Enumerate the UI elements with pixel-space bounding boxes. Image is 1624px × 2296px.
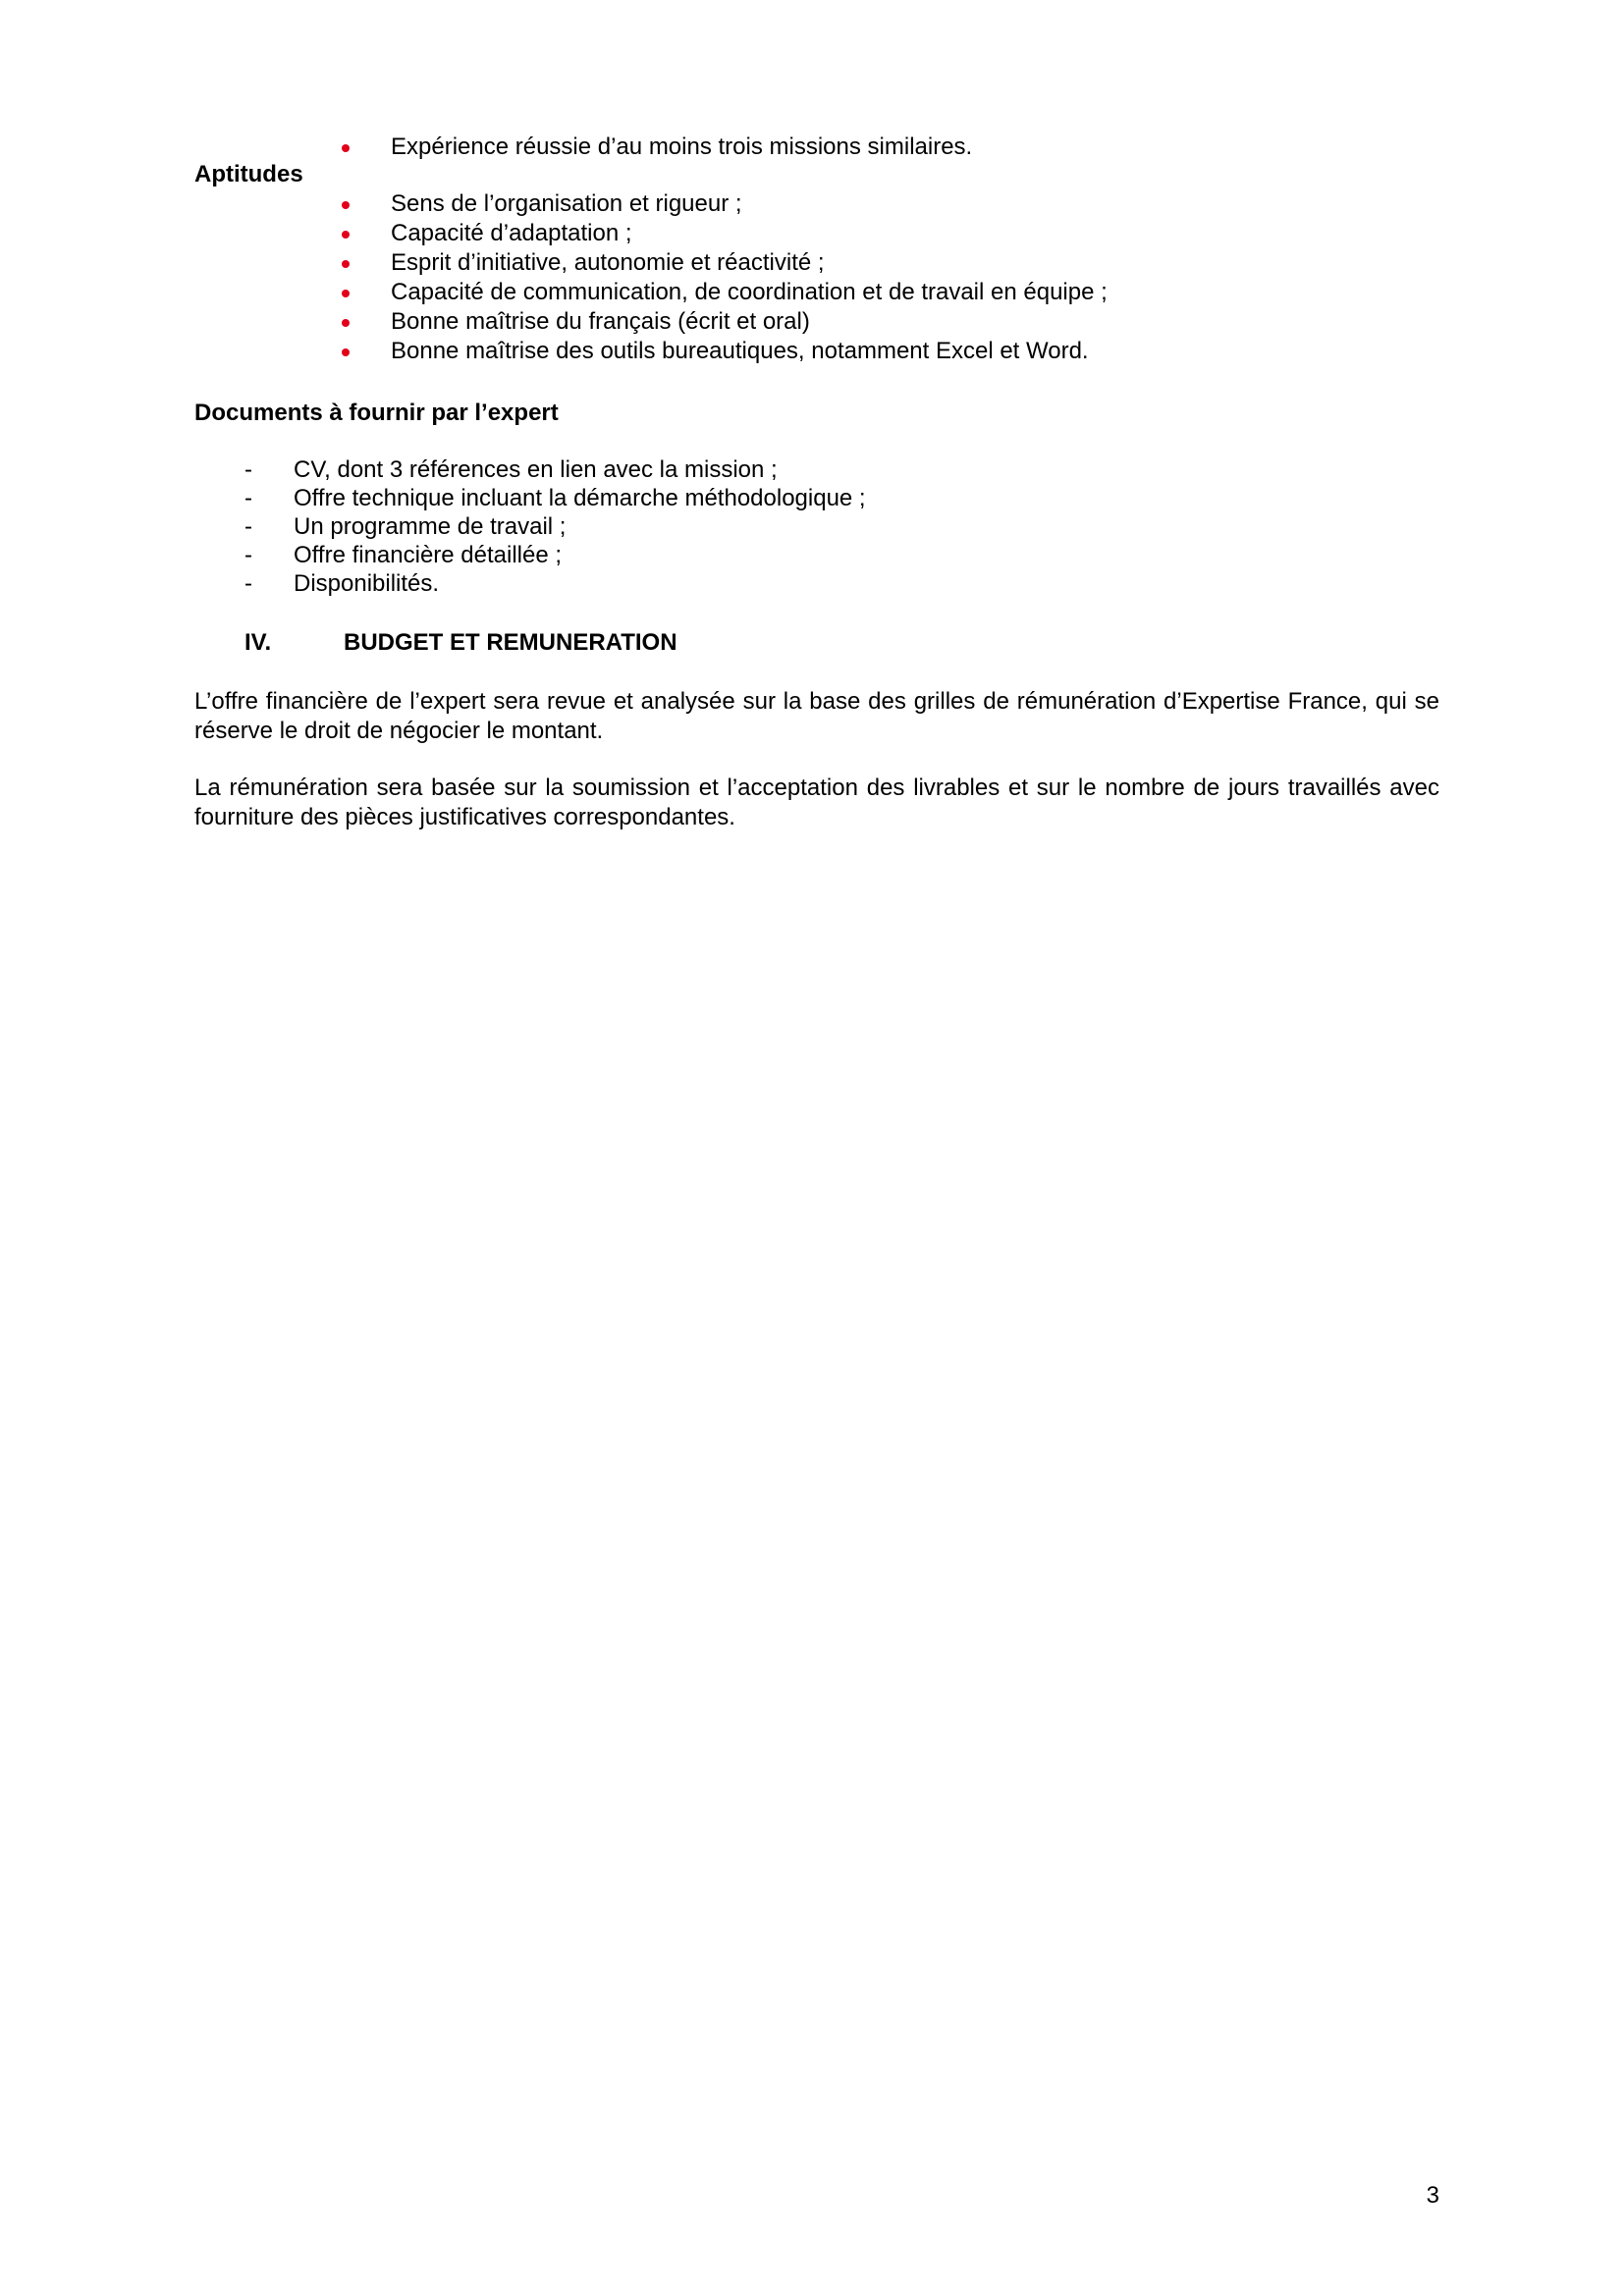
list-item: [244, 455, 866, 484]
red-bullet-icon: [342, 231, 350, 239]
list-item: [334, 219, 1108, 248]
list-item: [334, 278, 1108, 307]
list-item-text: Disponibilités.: [294, 570, 440, 597]
dash-bullet-icon: -: [244, 456, 252, 483]
section-title: BUDGET ET REMUNERATION: [344, 629, 677, 656]
dash-bullet-icon: -: [244, 570, 252, 597]
section-heading: [244, 628, 677, 658]
list-item-text: Esprit d’initiative, autonomie et réactivité ;: [391, 249, 825, 276]
documents-heading: Documents à fournir par l’expert: [194, 400, 559, 426]
list-item-text: Un programme de travail ;: [294, 513, 567, 540]
list-item: [244, 512, 866, 541]
aptitudes-list: [334, 189, 1108, 366]
dash-bullet-icon: -: [244, 485, 252, 511]
list-item-text: Bonne maîtrise du français (écrit et oral): [391, 308, 810, 335]
list-item-text: Offre technique incluant la démarche méthodologique ;: [294, 485, 866, 511]
list-item: [334, 133, 972, 162]
red-bullet-icon: [342, 319, 350, 327]
red-bullet-icon: [342, 201, 350, 209]
list-item-text: CV, dont 3 références en lien avec la mission ;: [294, 456, 778, 483]
list-item-text: Bonne maîtrise des outils bureautiques, notamment Excel et Word.: [391, 338, 1089, 364]
list-item: [334, 307, 1108, 337]
list-item: [334, 189, 1108, 219]
paragraph: L’offre financière de l’expert sera revue et analysée sur la base des grilles de rémunération d’Expertise France, qui se réserve le droit de négocier le montant.: [194, 688, 1439, 744]
aptitudes-heading: Aptitudes: [194, 161, 303, 187]
list-item-text: Expérience réussie d’au moins trois missions similaires.: [391, 133, 973, 160]
documents-list: [244, 455, 866, 598]
dash-bullet-icon: -: [244, 542, 252, 568]
list-item-text: Sens de l’organisation et rigueur ;: [391, 190, 742, 217]
list-item: [244, 484, 866, 512]
list-item-text: Capacité de communication, de coordination et de travail en équipe ;: [391, 279, 1108, 305]
list-item: [334, 337, 1108, 366]
red-bullet-icon: [342, 260, 350, 268]
red-bullet-icon: [342, 144, 350, 152]
page-number: 3: [1426, 2182, 1439, 2209]
experience-list: [334, 133, 972, 162]
section-number: IV.: [244, 629, 272, 656]
dash-bullet-icon: -: [244, 513, 252, 540]
list-item-text: Capacité d’adaptation ;: [391, 220, 632, 246]
paragraph: La rémunération sera basée sur la soumission et l’acceptation des livrables et sur le nombre de jours travaillés avec fourniture des pièces justificatives correspondantes.: [194, 774, 1439, 830]
list-item-text: Offre financière détaillée ;: [294, 542, 563, 568]
list-item: [244, 541, 866, 569]
list-item: [244, 569, 866, 598]
list-item: [334, 248, 1108, 278]
red-bullet-icon: [342, 290, 350, 297]
red-bullet-icon: [342, 348, 350, 356]
